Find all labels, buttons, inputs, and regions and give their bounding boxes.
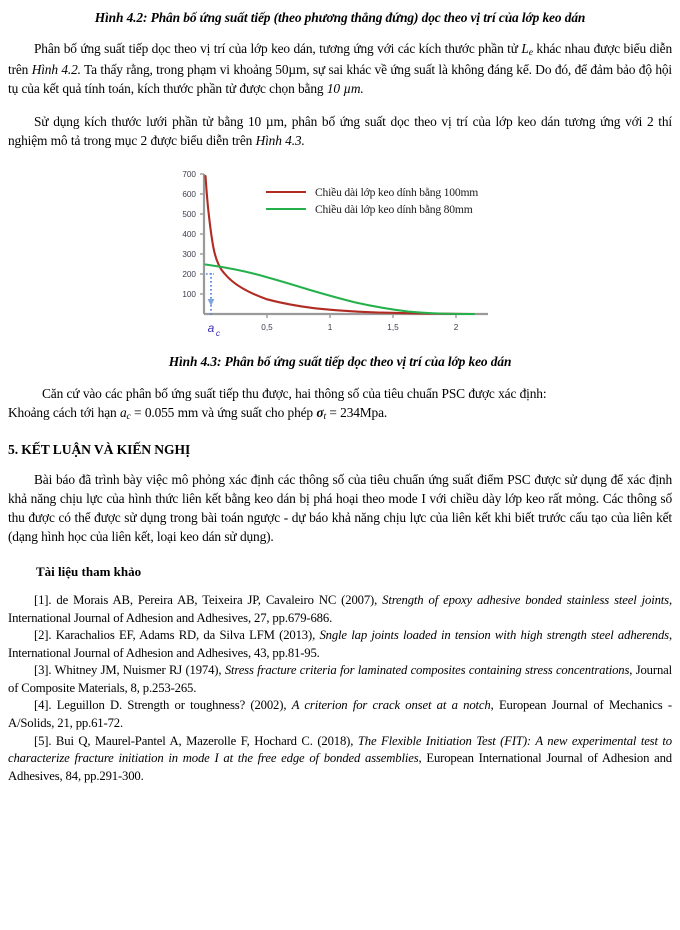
xtick-label-1-5: 1,5 [387,322,399,332]
reference-4-source: , European Journal of Mechanics - A/Solids, 21, pp.61-72. [8,698,672,730]
reference-item [8,662,672,697]
ytick-label-200: 200 [182,269,196,279]
paragraph-1-element-value: 10 µm. [326,80,364,96]
references-heading: Tài liệu tham khảo [36,564,142,580]
ac-label-subscript: c [215,327,221,338]
reference-5-title: The Flexible Initiation Test (FIT): A new experimental test to characterize fracture initiation in mode I at the free edge of bonded assemblies [8,733,672,766]
reference-1-title: Strength of epoxy adhesive bonded stainless steel joints [382,593,669,608]
paragraph-psc-values [8,403,672,424]
ac-label: a [207,320,215,335]
conclusion-body: Bài báo đã trình bày việc mô phỏng xác định các thông số của tiêu chuẩn ứng suất điểm PSC được sử dụng để xác định khả năng chịu lực của hình thức liên kết bằng keo dán bị phá hoại theo mode I với chiều dày lớp keo rất mỏng. Các thông số thu được có thể được sử dụng trong bài toán ngược - dự báo khả năng chịu lực của liên kết khi biết trước cấu tạo của liên kết (dạng hình học của liên kết, loại keo dán sử dụng). [8,472,672,545]
reference-item [8,697,672,732]
reference-3-title: Stress fracture criteria for laminated composites containing stress concentrations [224,663,630,678]
xtick-label-2: 2 [453,322,459,332]
ytick-label-700: 700 [182,169,196,179]
psc-line-1: Căn cứ vào các phân bố ứng suất tiếp thu được, hai thông số của tiêu chuẩn PSC được xác định: [42,386,547,402]
symbol-sigma-t: σ [316,405,324,421]
legend-item-100mm [266,184,516,201]
symbol-ac-subscript: c [126,411,131,423]
ytick-label-600: 600 [182,189,196,199]
reference-3-authors: [3]. Whitney JM, Nuismer RJ (1974), [34,663,225,678]
figure-ref-4-2: Hình 4.2. [31,61,81,77]
paragraph-1-part-b: khác nhau được biểu diễn trên [8,40,672,77]
legend-label-80mm: Chiều dài lớp keo dính bằng 80mm [315,202,473,216]
paragraph-element-size [8,39,672,98]
reference-item [8,592,672,627]
ytick-label-500: 500 [182,209,196,219]
paragraph-mesh-size [8,112,672,150]
figure-4-2-caption: Hình 4.2: Phân bố ứng suất tiếp (theo phương thẳng đứng) dọc theo vị trí của lớp keo dán [94,10,586,25]
psc-line-2-part-a: Khoảng cách tới hạn [8,405,120,421]
reference-2-authors: [2]. Karachalios EF, Adams RD, da Silva LFM (2013), [34,628,320,643]
symbol-Le-subscript: e [528,46,533,58]
xtick-label-0-5: 0,5 [261,322,273,332]
legend-swatch-100mm [266,191,306,193]
ytick-label-400: 400 [182,229,196,239]
chart-legend [266,184,516,218]
psc-line-2-part-c: = 234Mpa. [325,405,388,421]
reference-item [8,627,672,662]
conclusion-heading: 5. KẾT LUẬN VÀ KIẾN NGHỊ [8,442,191,458]
paragraph-2-part-a: Sử dụng kích thước lưới phần tử bằng 10 µm, phân bố ứng suất dọc theo vị trí của lớp keo dán tương ứng với 2 thí nghiệm mô tả trong mục 2 được biểu diễn trên [8,113,672,148]
figure-4-3-chart [170,164,510,342]
reference-2-source: , International Journal of Adhesion and Adhesives, 43, pp.81-95. [8,628,672,660]
ytick-label-300: 300 [182,249,196,259]
symbol-Le: L [521,40,529,56]
xtick-label-1: 1 [327,322,333,332]
paragraph-psc-parameters [8,384,672,403]
legend-item-80mm [266,201,516,218]
reference-4-authors: [4]. Leguillon D. Strength or toughness? (2002), [34,698,292,713]
ytick-label-100: 100 [182,289,196,299]
paragraph-1-part-c: Ta thấy rằng, trong phạm vi khoảng 50µm, sự sai khác về ứng suất là không đáng kể. Do đó, để đảm bảo độ hội tụ của kết quả tính toán, kích thước phần tử được chọn bằng [8,61,672,96]
paragraph-1-part-a: Phân bố ứng suất tiếp dọc theo vị trí của lớp keo dán, tương ứng với các kích thước phần tử [34,40,522,56]
symbol-sigma-t-subscript: t [323,411,326,423]
symbol-ac: a [119,405,127,421]
reference-3-source: , Journal of Composite Materials, 8, p.253-265. [8,663,672,695]
reference-1-source: , International Journal of Adhesion and Adhesives, 27, pp.679-686. [8,593,672,625]
reference-2-title: Sngle lap joints loaded in tension with high strength steel adherends [319,628,669,643]
reference-5-source: , European International Journal of Adhesion and Adhesives, 84, pp.291-300. [8,751,672,783]
figure-4-3-caption: Hình 4.3: Phân bố ứng suất tiếp dọc theo vị trí của lớp keo dán [168,353,512,369]
legend-label-100mm: Chiều dài lớp keo dính bằng 100mm [315,185,479,199]
psc-line-2-part-b: = 0.055 mm và ứng suất cho phép [130,405,317,421]
reference-4-title: A criterion for crack onset at a notch [291,698,491,713]
reference-1-authors: [1]. de Morais AB, Pereira AB, Teixeira JP, Cavaleiro NC (2007), [34,593,383,608]
reference-5-authors: [5]. Bui Q, Maurel-Pantel A, Mazerolle F, Hochard C. (2018), [34,733,358,748]
ac-arrow-head [208,299,215,306]
figure-ref-4-3: Hình 4.3. [255,132,305,148]
legend-swatch-80mm [266,208,306,210]
critical-distance-marker [206,273,214,316]
reference-item [8,733,672,786]
